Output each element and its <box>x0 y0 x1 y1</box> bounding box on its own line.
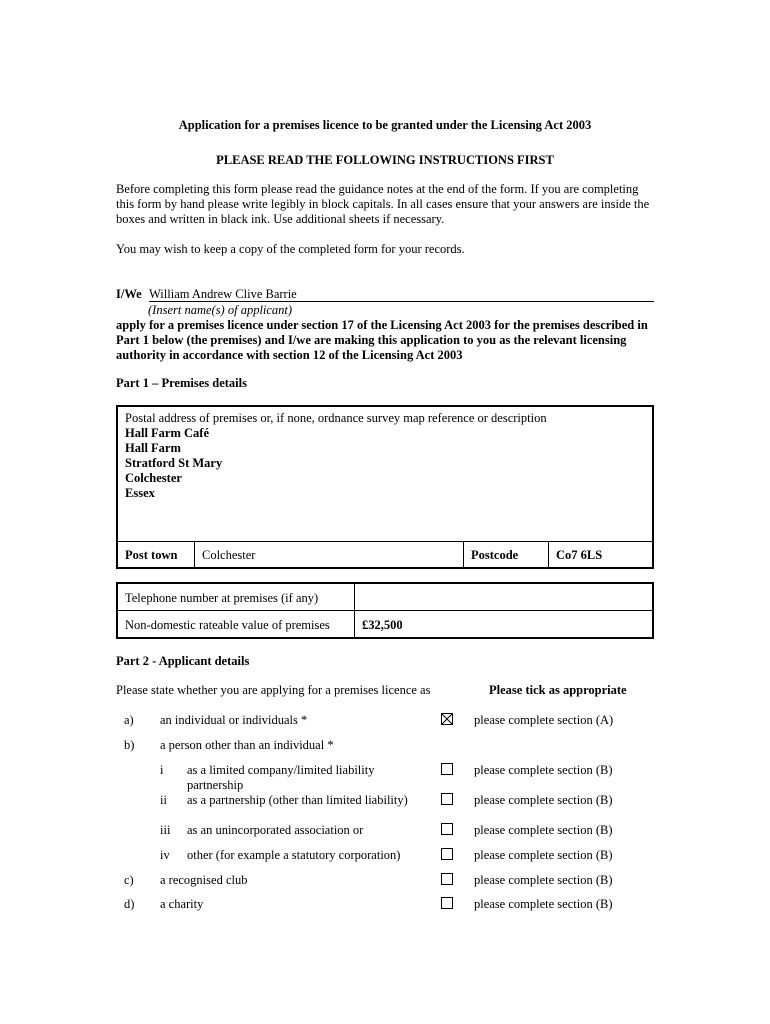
applicant-name-hint: (Insert name(s) of applicant) <box>148 303 293 317</box>
option-label: a recognised club <box>160 873 248 887</box>
applicant-name-field[interactable] <box>149 287 654 302</box>
address-lines[interactable] <box>125 426 222 501</box>
option-label: as an unincorporated association or <box>187 823 364 837</box>
applicant-name: William Andrew Clive Barrie <box>149 287 297 301</box>
address-line: Stratford St Mary <box>125 456 223 470</box>
recognised-club-checkbox[interactable] <box>441 873 453 885</box>
instructions-heading: PLEASE READ THE FOLLOWING INSTRUCTIONS FIRST <box>216 153 554 167</box>
partnership-checkbox[interactable] <box>441 793 453 805</box>
instructions-text: Before completing this form please read the guidance notes at the end of the form. If you are completing this form by hand please write legibly in block capitals. In all cases ensure that your answers are inside the boxes and written in black ink. Use additional sheets if necessary. <box>116 182 650 226</box>
option-note: please complete section (B) <box>474 848 613 862</box>
option-letter: d) <box>124 897 135 911</box>
option-note: please complete section (B) <box>474 763 613 777</box>
address-line: Colchester <box>125 471 182 485</box>
option-note: please complete section (B) <box>474 823 613 837</box>
option-note: please complete section (A) <box>474 713 614 727</box>
rateable-value-field[interactable]: £32,500 <box>362 618 403 632</box>
address-label: Postal address of premises or, if none, ordnance survey map reference or description <box>125 411 547 425</box>
checked-cross-icon <box>442 714 452 724</box>
option-label: a charity <box>160 897 204 911</box>
post-town-field[interactable]: Colchester <box>202 548 256 562</box>
telephone-field[interactable] <box>362 591 642 605</box>
rateable-label: Non-domestic rateable value of premises <box>125 618 330 632</box>
part2-question: Please state whether you are applying for a premises licence as <box>116 683 431 697</box>
option-letter: a) <box>124 713 134 727</box>
tick-heading: Please tick as appropriate <box>489 683 627 697</box>
option-note: please complete section (B) <box>474 793 613 807</box>
option-label: other (for example a statutory corporation) <box>187 848 401 862</box>
applicant-declaration: apply for a premises licence under section 17 of the Licensing Act 2003 for the premises described in Part 1 below (the premises) and I/we are making this application to you as the relevant licensing authority in accordance with section 12 of the Licensing Act 2003 <box>116 318 648 362</box>
charity-checkbox[interactable] <box>441 897 453 909</box>
option-letter: ii <box>160 793 167 807</box>
copy-note: You may wish to keep a copy of the completed form for your records. <box>116 242 465 256</box>
limited-company-checkbox[interactable] <box>441 763 453 775</box>
option-letter: iv <box>160 848 170 862</box>
post-town-row <box>118 541 652 567</box>
option-label: as a limited company/limited liability partnership <box>187 763 375 792</box>
premises-address-box <box>116 405 654 569</box>
option-letter: b) <box>124 738 135 752</box>
address-line: Essex <box>125 486 155 500</box>
option-letter: iii <box>160 823 171 837</box>
telephone-rateable-box <box>116 582 654 639</box>
option-letter: c) <box>124 873 134 887</box>
applicant-prefix: I/We <box>116 287 142 301</box>
address-line: Hall Farm <box>125 441 181 455</box>
part2-heading: Part 2 - Applicant details <box>116 654 250 668</box>
postcode-field[interactable]: Co7 6LS <box>556 548 603 562</box>
option-letter: i <box>160 763 164 777</box>
option-note: please complete section (B) <box>474 897 613 911</box>
post-town-label: Post town <box>125 548 178 562</box>
postcode-label: Postcode <box>471 548 519 562</box>
option-label: a person other than an individual * <box>160 738 334 752</box>
option-label: as a partnership (other than limited liability) <box>187 793 408 807</box>
part1-heading: Part 1 – Premises details <box>116 376 247 390</box>
option-note: please complete section (B) <box>474 873 613 887</box>
applicant-name-row <box>116 287 654 302</box>
unincorporated-association-checkbox[interactable] <box>441 823 453 835</box>
telephone-label: Telephone number at premises (if any) <box>125 591 319 605</box>
option-label: an individual or individuals * <box>160 713 308 727</box>
form-title: Application for a premises licence to be granted under the Licensing Act 2003 <box>178 118 592 132</box>
individual-checkbox[interactable] <box>441 713 453 725</box>
address-line: Hall Farm Café <box>125 426 210 440</box>
other-statutory-checkbox[interactable] <box>441 848 453 860</box>
